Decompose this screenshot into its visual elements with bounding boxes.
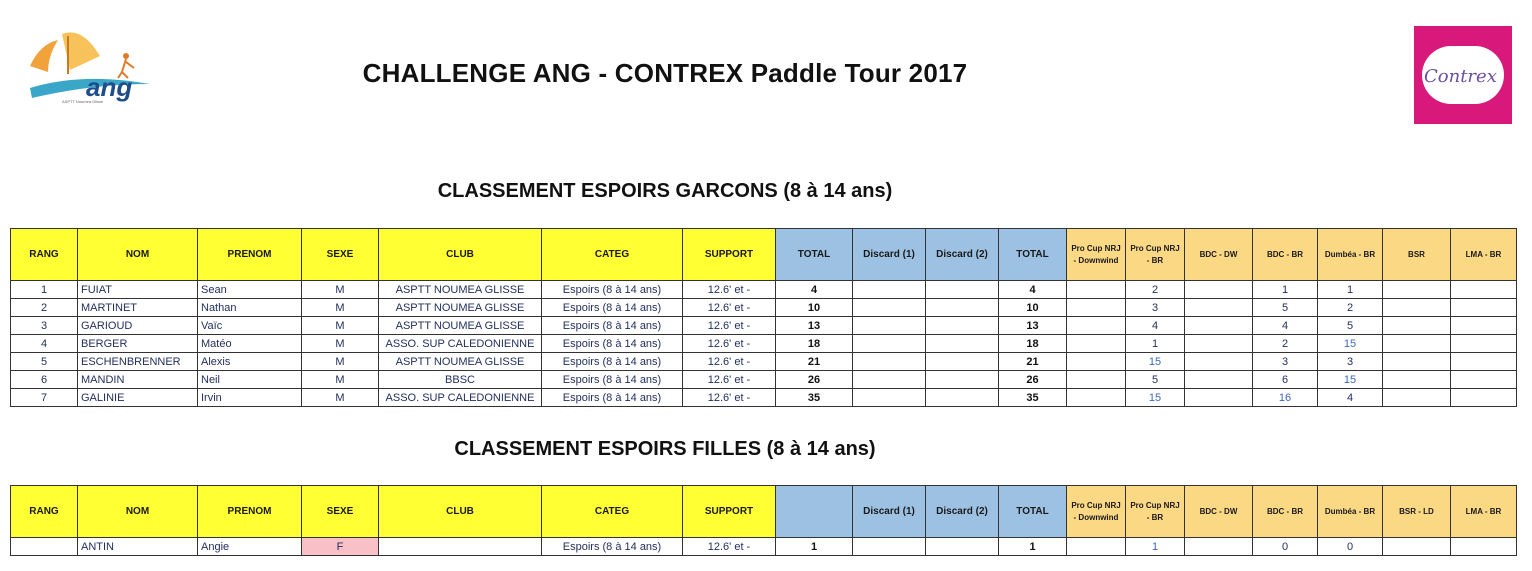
col-header: CLUB [379, 229, 542, 281]
cell-sexe: M [302, 335, 379, 353]
cell-nom: FUIAT [78, 281, 198, 299]
cell-rang: 4 [11, 335, 78, 353]
cell-nom: GARIOUD [78, 317, 198, 335]
cell-rang: 1 [11, 281, 78, 299]
cell-rang: 2 [11, 299, 78, 317]
cell-support: 12.6' et - [683, 335, 776, 353]
cell-prenom: Irvin [198, 389, 302, 407]
cell-pc_dw [1067, 335, 1126, 353]
cell-dumbea: 15 [1318, 335, 1383, 353]
col-header: BSR - LD [1383, 486, 1451, 538]
cell-d1 [853, 281, 926, 299]
cell-d2 [926, 389, 999, 407]
cell-pc_dw [1067, 353, 1126, 371]
cell-total: 21 [776, 353, 853, 371]
section-title-boys: CLASSEMENT ESPOIRS GARCONS (8 à 14 ans) [437, 180, 893, 202]
cell-lma [1451, 353, 1517, 371]
cell-nom: GALINIE [78, 389, 198, 407]
cell-categ: Espoirs (8 à 14 ans) [542, 335, 683, 353]
cell-sexe: F [302, 538, 379, 556]
table-row [11, 281, 1517, 299]
cell-pc_br: 5 [1126, 371, 1185, 389]
col-header: Pro Cup NRJ - BR [1126, 229, 1185, 281]
cell-nom: ESCHENBRENNER [78, 353, 198, 371]
cell-prenom: Sean [198, 281, 302, 299]
cell-nom: MANDIN [78, 371, 198, 389]
col-header: Dumbéa - BR [1318, 229, 1383, 281]
col-header: Pro Cup NRJ - Downwind [1067, 229, 1126, 281]
col-header: LMA - BR [1451, 229, 1517, 281]
col-header: CATEG [542, 229, 683, 281]
col-header: RANG [11, 486, 78, 538]
cell-bdc_dw [1185, 389, 1253, 407]
cell-categ: Espoirs (8 à 14 ans) [542, 389, 683, 407]
cell-categ: Espoirs (8 à 14 ans) [542, 538, 683, 556]
cell-club: ASPTT NOUMEA GLISSE [379, 353, 542, 371]
cell-d2 [926, 317, 999, 335]
col-header: NOM [78, 229, 198, 281]
table-row [11, 335, 1517, 353]
cell-lma [1451, 538, 1517, 556]
cell-sexe: M [302, 353, 379, 371]
col-header: Pro Cup NRJ - Downwind [1067, 486, 1126, 538]
col-header: BSR [1383, 229, 1451, 281]
cell-dumbea: 15 [1318, 371, 1383, 389]
cell-prenom: Neil [198, 371, 302, 389]
contrex-logo-text: Contrex [1424, 66, 1497, 87]
cell-bdc_br: 4 [1253, 317, 1318, 335]
cell-bdc_br: 3 [1253, 353, 1318, 371]
cell-d2 [926, 353, 999, 371]
girls-ranking-table [10, 485, 1517, 556]
cell-pc_dw [1067, 317, 1126, 335]
cell-bdc_dw [1185, 299, 1253, 317]
cell-bsr [1383, 317, 1451, 335]
cell-total: 10 [776, 299, 853, 317]
cell-sexe: M [302, 281, 379, 299]
cell-pc_br: 4 [1126, 317, 1185, 335]
cell-lma [1451, 389, 1517, 407]
cell-dumbea: 3 [1318, 353, 1383, 371]
cell-categ: Espoirs (8 à 14 ans) [542, 317, 683, 335]
cell-sexe: M [302, 299, 379, 317]
col-header: TOTAL [999, 229, 1067, 281]
col-header: BDC - BR [1253, 486, 1318, 538]
cell-d2 [926, 335, 999, 353]
cell-club: ASPTT NOUMEA GLISSE [379, 317, 542, 335]
cell-pc_dw [1067, 538, 1126, 556]
cell-pc_br: 2 [1126, 281, 1185, 299]
cell-support: 12.6' et - [683, 353, 776, 371]
cell-nom: MARTINET [78, 299, 198, 317]
cell-bdc_dw [1185, 353, 1253, 371]
cell-total: 1 [776, 538, 853, 556]
cell-bsr [1383, 389, 1451, 407]
cell-pc_br: 15 [1126, 353, 1185, 371]
cell-support: 12.6' et - [683, 281, 776, 299]
cell-support: 12.6' et - [683, 389, 776, 407]
cell-bsr [1383, 538, 1451, 556]
col-header: CATEG [542, 486, 683, 538]
cell-bdc_dw [1185, 317, 1253, 335]
cell-total2: 35 [999, 389, 1067, 407]
cell-bdc_dw [1185, 371, 1253, 389]
cell-bsr [1383, 299, 1451, 317]
col-header: SEXE [302, 229, 379, 281]
cell-nom: ANTIN [78, 538, 198, 556]
cell-bsr [1383, 371, 1451, 389]
table-row [11, 317, 1517, 335]
cell-sexe: M [302, 371, 379, 389]
cell-club: ASPTT NOUMEA GLISSE [379, 299, 542, 317]
cell-pc_dw [1067, 281, 1126, 299]
cell-total2: 26 [999, 371, 1067, 389]
cell-club: ASSO. SUP CALEDONIENNE [379, 335, 542, 353]
cell-bdc_br: 0 [1253, 538, 1318, 556]
cell-total: 4 [776, 281, 853, 299]
cell-support: 12.6' et - [683, 538, 776, 556]
col-header: TOTAL [776, 229, 853, 281]
cell-lma [1451, 299, 1517, 317]
cell-prenom: Vaïc [198, 317, 302, 335]
col-header: LMA - BR [1451, 486, 1517, 538]
cell-lma [1451, 335, 1517, 353]
col-header: BDC - BR [1253, 229, 1318, 281]
cell-prenom: Angie [198, 538, 302, 556]
cell-club [379, 538, 542, 556]
table-row [11, 538, 1517, 556]
col-header: Discard (2) [926, 229, 999, 281]
col-header: Discard (1) [853, 229, 926, 281]
col-header: RANG [11, 229, 78, 281]
cell-pc_dw [1067, 371, 1126, 389]
cell-total2: 18 [999, 335, 1067, 353]
cell-rang: 3 [11, 317, 78, 335]
cell-total2: 4 [999, 281, 1067, 299]
cell-support: 12.6' et - [683, 299, 776, 317]
col-header: SUPPORT [683, 229, 776, 281]
cell-support: 12.6' et - [683, 371, 776, 389]
cell-sexe: M [302, 389, 379, 407]
col-header: SEXE [302, 486, 379, 538]
cell-total: 35 [776, 389, 853, 407]
cell-sexe: M [302, 317, 379, 335]
col-header [776, 486, 853, 538]
cell-dumbea: 1 [1318, 281, 1383, 299]
cell-total2: 21 [999, 353, 1067, 371]
cell-dumbea: 4 [1318, 389, 1383, 407]
page-title: CHALLENGE ANG - CONTREX Paddle Tour 2017 [362, 58, 968, 88]
cell-club: BBSC [379, 371, 542, 389]
cell-categ: Espoirs (8 à 14 ans) [542, 281, 683, 299]
cell-pc_br: 15 [1126, 389, 1185, 407]
cell-club: ASPTT NOUMEA GLISSE [379, 281, 542, 299]
col-header: BDC - DW [1185, 229, 1253, 281]
cell-rang: 5 [11, 353, 78, 371]
col-header: NOM [78, 486, 198, 538]
cell-pc_br: 3 [1126, 299, 1185, 317]
cell-prenom: Nathan [198, 299, 302, 317]
cell-bdc_br: 2 [1253, 335, 1318, 353]
cell-prenom: Alexis [198, 353, 302, 371]
cell-total: 26 [776, 371, 853, 389]
cell-bsr [1383, 353, 1451, 371]
col-header: Discard (1) [853, 486, 926, 538]
cell-d1 [853, 353, 926, 371]
cell-lma [1451, 371, 1517, 389]
cell-d1 [853, 538, 926, 556]
cell-rang: 6 [11, 371, 78, 389]
col-header: SUPPORT [683, 486, 776, 538]
table-row [11, 371, 1517, 389]
cell-club: ASSO. SUP CALEDONIENNE [379, 389, 542, 407]
cell-lma [1451, 281, 1517, 299]
cell-d1 [853, 371, 926, 389]
section-title-girls: CLASSEMENT ESPOIRS FILLES (8 à 14 ans) [454, 438, 876, 460]
col-header: Discard (2) [926, 486, 999, 538]
cell-bdc_br: 6 [1253, 371, 1318, 389]
cell-d2 [926, 371, 999, 389]
cell-categ: Espoirs (8 à 14 ans) [542, 371, 683, 389]
table-header-row [11, 229, 1517, 281]
cell-pc_br: 1 [1126, 335, 1185, 353]
cell-bsr [1383, 281, 1451, 299]
cell-d1 [853, 317, 926, 335]
table-row [11, 353, 1517, 371]
cell-rang: 7 [11, 389, 78, 407]
table-row [11, 299, 1517, 317]
cell-d1 [853, 299, 926, 317]
col-header: CLUB [379, 486, 542, 538]
col-header: PRENOM [198, 229, 302, 281]
cell-d2 [926, 281, 999, 299]
logo-left-subtext: ASPTT Noumea Glisse [62, 99, 104, 104]
cell-categ: Espoirs (8 à 14 ans) [542, 353, 683, 371]
cell-support: 12.6' et - [683, 317, 776, 335]
col-header: Dumbéa - BR [1318, 486, 1383, 538]
table-header-row [11, 486, 1517, 538]
cell-categ: Espoirs (8 à 14 ans) [542, 299, 683, 317]
cell-bdc_br: 16 [1253, 389, 1318, 407]
col-header: BDC - DW [1185, 486, 1253, 538]
cell-bdc_dw [1185, 281, 1253, 299]
cell-dumbea: 2 [1318, 299, 1383, 317]
cell-d1 [853, 335, 926, 353]
cell-bdc_dw [1185, 538, 1253, 556]
cell-dumbea: 0 [1318, 538, 1383, 556]
cell-lma [1451, 317, 1517, 335]
cell-total2: 13 [999, 317, 1067, 335]
col-header: TOTAL [999, 486, 1067, 538]
cell-d1 [853, 389, 926, 407]
cell-prenom: Matéo [198, 335, 302, 353]
cell-bdc_dw [1185, 335, 1253, 353]
cell-bdc_br: 5 [1253, 299, 1318, 317]
cell-pc_dw [1067, 299, 1126, 317]
cell-total2: 10 [999, 299, 1067, 317]
boys-ranking-table [10, 228, 1517, 407]
cell-pc_br: 1 [1126, 538, 1185, 556]
cell-d2 [926, 299, 999, 317]
logo-left-text: ang [86, 72, 133, 102]
cell-total: 18 [776, 335, 853, 353]
cell-pc_dw [1067, 389, 1126, 407]
contrex-logo [1414, 26, 1512, 124]
cell-nom: BERGER [78, 335, 198, 353]
cell-bsr [1383, 335, 1451, 353]
cell-dumbea: 5 [1318, 317, 1383, 335]
cell-rang [11, 538, 78, 556]
col-header: Pro Cup NRJ - BR [1126, 486, 1185, 538]
cell-bdc_br: 1 [1253, 281, 1318, 299]
cell-d2 [926, 538, 999, 556]
table-row [11, 389, 1517, 407]
col-header: PRENOM [198, 486, 302, 538]
cell-total: 13 [776, 317, 853, 335]
cell-total2: 1 [999, 538, 1067, 556]
